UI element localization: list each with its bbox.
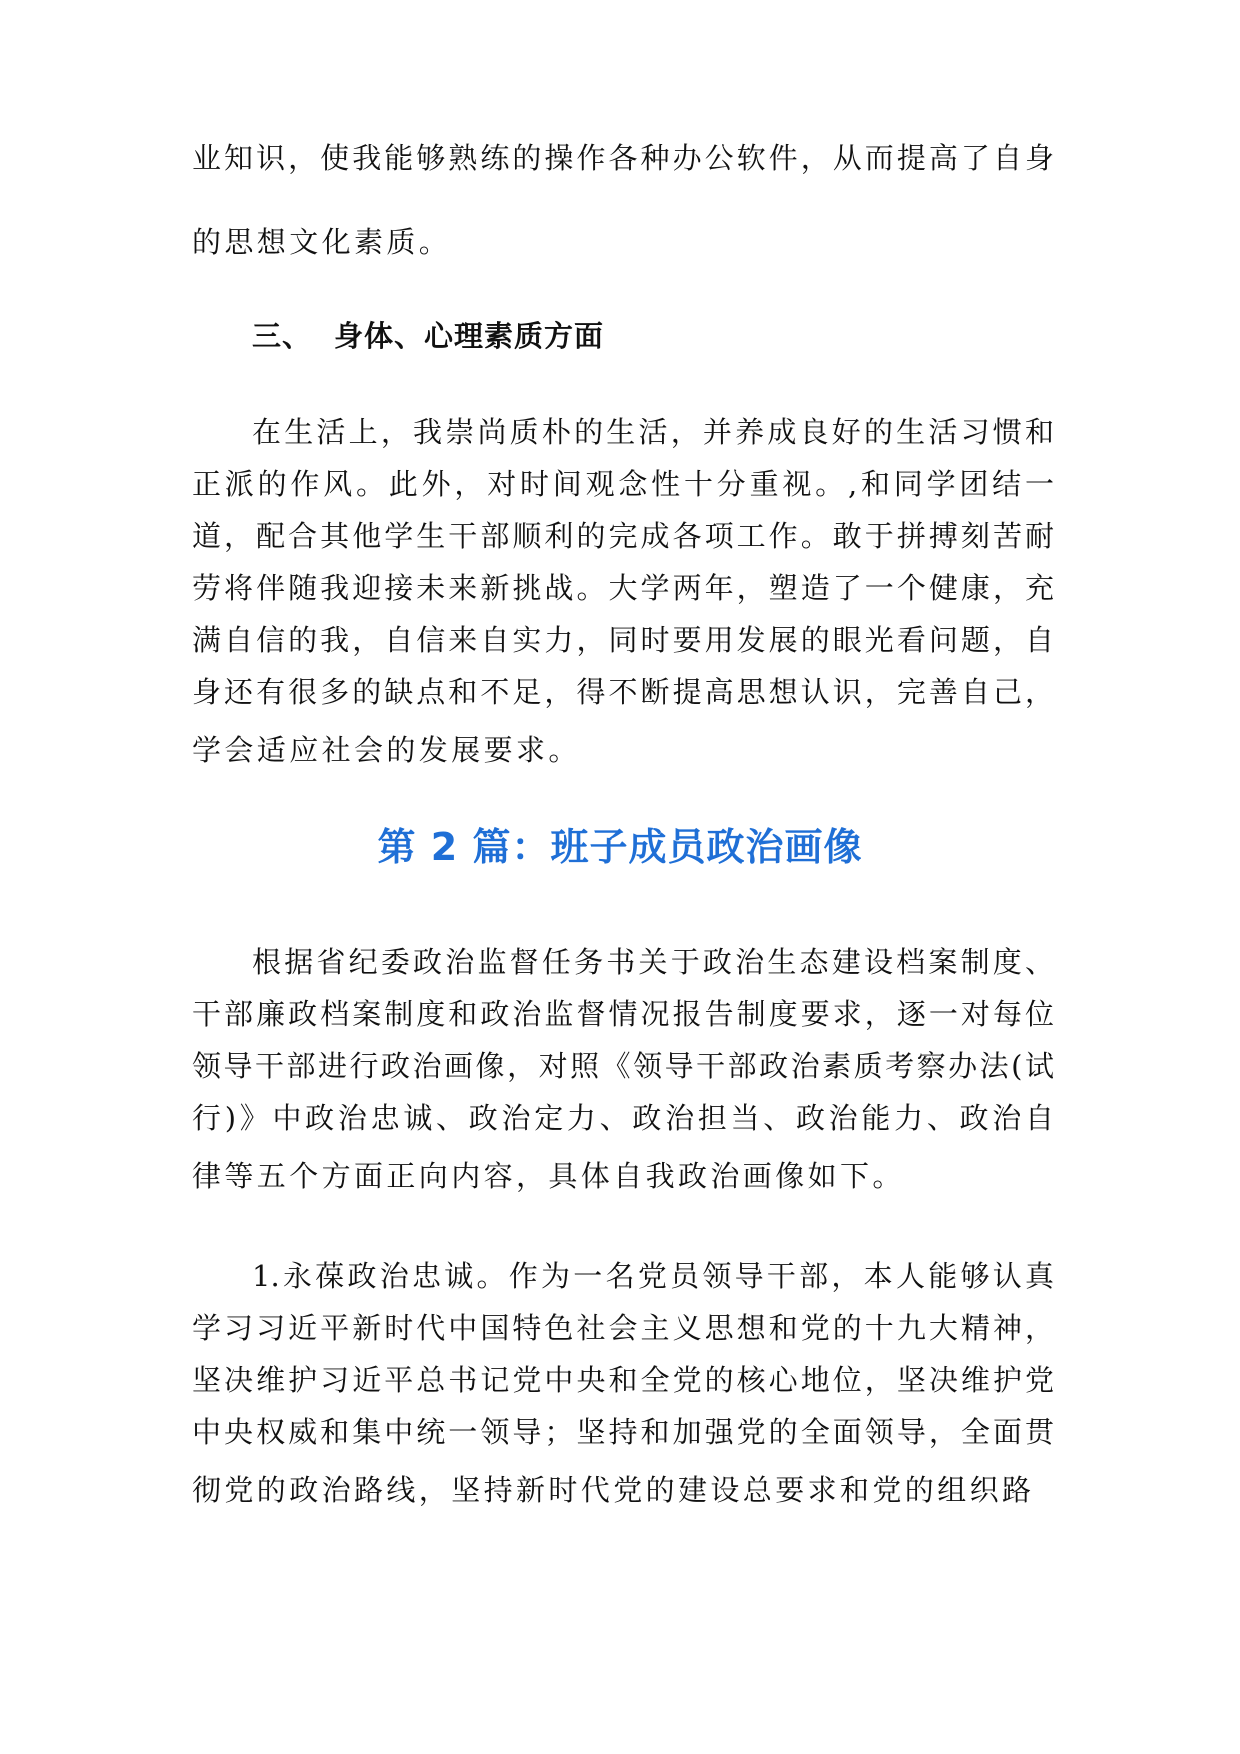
section-heading <box>252 316 604 356</box>
paragraph-4-line-5: 彻党的政治路线，坚持新时代党的建设总要求和党的组织路 <box>192 1473 1035 1507</box>
paragraph-2-line-4: 劳将伴随我迎接未来新挑战。大学两年，塑造了一个健康，充 <box>192 571 1054 605</box>
paragraph-2-line-3: 道，配合其他学生干部顺利的完成各项工作。敢于拼搏刻苦耐 <box>192 519 1054 553</box>
paragraph-3-line-4: 行)》中政治忠诚、政治定力、政治担当、政治能力、政治自 <box>192 1101 1054 1135</box>
paragraph-3-line-5: 律等五个方面正向内容，具体自我政治画像如下。 <box>192 1159 905 1193</box>
paragraph-1-line-2: 的思想文化素质。 <box>192 225 452 259</box>
paragraph-3-line-3: 领导干部进行政治画像，对照《领导干部政治素质考察办法(试 <box>192 1049 1054 1083</box>
paragraph-2-line-5: 满自信的我，自信来自实力，同时要用发展的眼光看问题，自 <box>192 623 1054 657</box>
paragraph-1-line-1: 业知识，使我能够熟练的操作各种办公软件，从而提高了自身 <box>192 141 1054 175</box>
paragraph-4-line-2: 学习习近平新时代中国特色社会主义思想和党的十九大精神， <box>192 1311 1054 1345</box>
chapter-title: 第 2 篇：班子成员政治画像 <box>377 825 863 869</box>
paragraph-4-line-1: 1.永葆政治忠诚。作为一名党员领导干部，本人能够认真 <box>252 1259 1054 1293</box>
paragraph-2-line-7: 学会适应社会的发展要求。 <box>192 733 581 767</box>
paragraph-2-line-1: 在生活上，我崇尚质朴的生活，并养成良好的生活习惯和 <box>252 415 1054 449</box>
section-heading-text: 身体、心理素质方面 <box>334 319 605 353</box>
paragraph-3-line-2: 干部廉政档案制度和政治监督情况报告制度要求，逐一对每位 <box>192 997 1054 1031</box>
paragraph-4-line-3: 坚决维护习近平总书记党中央和全党的核心地位，坚决维护党 <box>192 1363 1054 1397</box>
paragraph-2-line-2: 正派的作风。此外，对时间观念性十分重视。,和同学团结一 <box>192 467 1054 501</box>
paragraph-4-line-4: 中央权威和集中统一领导；坚持和加强党的全面领导，全面贯 <box>192 1415 1054 1449</box>
section-heading-number: 三、 <box>252 319 313 353</box>
paragraph-2-line-6: 身还有很多的缺点和不足，得不断提高思想认识，完善自己， <box>192 675 1054 709</box>
paragraph-3-line-1: 根据省纪委政治监督任务书关于政治生态建设档案制度、 <box>252 945 1054 979</box>
